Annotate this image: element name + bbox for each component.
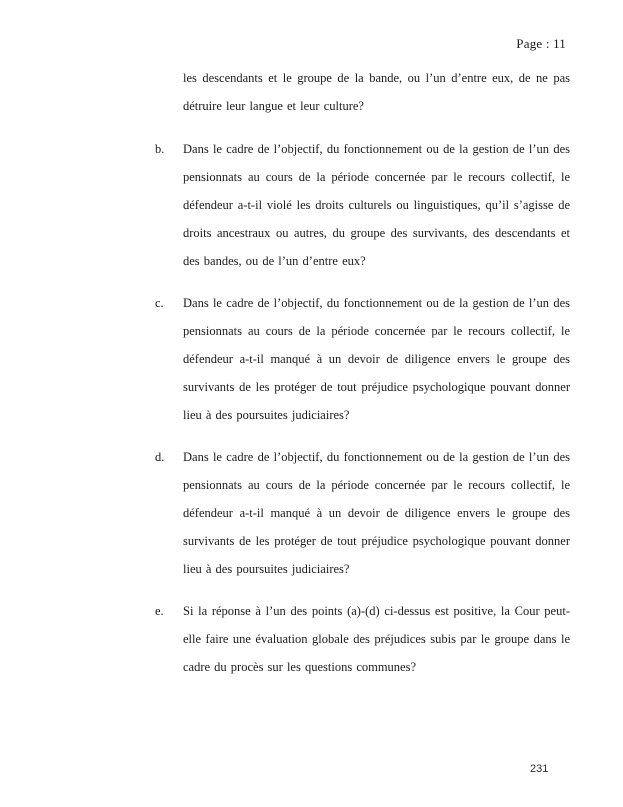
item-text-d: Dans le cadre de l’objectif, du fonctionnement ou de la gestion de l’un des pensionnats au cours de la période concernée par le recours collectif, le défendeur a-t-il manqué à un devoir de diligence envers le groupe des survivants de les protéger de tout préjudice psychologique pouvant donner lieu à des poursuites judiciaires? [183,450,570,576]
list-item-c [155,289,570,429]
intro-paragraph: les descendants et le groupe de la bande, ou l’un d’entre eux, de ne pas détruire leur langue et leur culture? [183,71,570,113]
page-header-label: Page : 11 [516,36,566,51]
item-label-b: b. [155,142,165,156]
list-item-d [155,443,570,583]
list-item-b [155,135,570,275]
item-label-d: d. [155,450,165,464]
footer-page-number: 231 [530,763,549,775]
item-text-e: Si la réponse à l’un des points (a)-(d) ci-dessus est positive, la Cour peut-elle faire une évaluation globale des préjudices subis par le groupe dans le cadre du procès sur les questions communes? [183,604,570,674]
list-item-e [155,597,570,681]
item-label-e: e. [155,604,164,618]
document-body [155,64,570,695]
item-text-b: Dans le cadre de l’objectif, du fonctionnement ou de la gestion de l’un des pensionnats au cours de la période concernée par le recours collectif, le défendeur a-t-il violé les droits culturels ou linguistiques, qu’il s’agisse de droits ancestraux ou autres, du groupe des survivants, des descendants et des bandes, ou de l’un d’entre eux? [183,142,570,268]
item-text-c: Dans le cadre de l’objectif, du fonctionnement ou de la gestion de l’un des pensionnats au cours de la période concernée par le recours collectif, le défendeur a-t-il manqué à un devoir de diligence envers le groupe des survivants de les protéger de tout préjudice psychologique pouvant donner lieu à des poursuites judiciaires? [183,296,570,422]
item-label-c: c. [155,296,164,310]
